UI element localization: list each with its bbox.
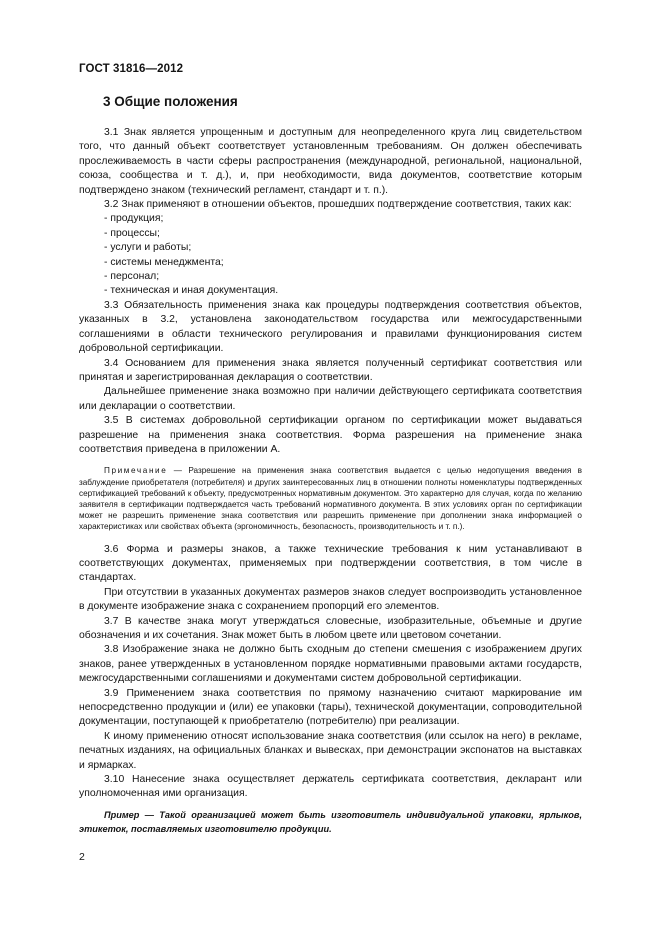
- document-header: ГОСТ 31816—2012: [79, 63, 184, 75]
- note-label: Примечание: [104, 466, 168, 476]
- paragraph-3-3: 3.3 Обязательность применения знака как процедуры подтверждения соответствия объектов, указанных в 3.2, установлена законодательством государства или межгосударственными соглашениями в области технического регулирования и правилами функционирования систем добровольной сертификации.: [79, 299, 582, 355]
- example: Пример — Такой организацией может быть изготовитель индивидуальной упаковки, ярлыков, этикеток, поставляемых изготовителю продукции.: [79, 809, 582, 834]
- paragraph-3-6-continued: При отсутствии в указанных документах размеров знаков следует воспроизводить установленное в документе изображение знака с сохранением пропорций его элементов.: [79, 586, 582, 613]
- list-item: - услуги и работы;: [104, 242, 192, 254]
- paragraph-3-1: 3.1 Знак является упрощенным и доступным для неопределенного круга лиц свидетельством того, что данный объект соответствует установленным требованиям. Он должен обеспечивать прослеживаемость в части сферы распространения (международной, региональной, национальной, союза, сообщества и т. д.), и, при необходимости, вида документов, соответствие которым подтверждено знаком (технический регламент, стандарт и т. п.).: [79, 127, 582, 196]
- paragraph-3-10: 3.10 Нанесение знака осуществляет держатель сертификата соответствия, декларант или уполномоченная ими организация.: [79, 774, 582, 800]
- paragraph-3-8: 3.8 Изображение знака не должно быть сходным до степени смешения с изображением других знаков, ранее утвержденных в установленном порядке нормативными правовыми актами государств, межгосударственными соглашениями и документами систем добровольной сертификации.: [79, 644, 582, 685]
- paragraph-3-9-continued: К иному применению относят использование знака соответствия (или ссылок на него) в рекламе, печатных изданиях, на официальных бланках и вывесках, при демонстрации экспонатов на выставках и ярмарках.: [79, 730, 582, 771]
- list-item: - процессы;: [104, 227, 160, 239]
- note-text: — Разрешение на применения знака соответствия выдается с целью недопущения введения в заблуждение приобретателя (потребителя) и других заинтересованных лиц в отношении полноты номенклатуры подтвержденных сертификацией требований к объекту, предусмотренных нормативным документом. Это характерно для случая, когда по желанию заявителя в сертификации подтверждается часть требований нормативного документа. В этих условиях орган по сертификации может не разрешить применение знака соответствия или разрешить применение при дополнении знака информацией о характеристиках или свойствах объекта (эргономичность, безопасность, производительность и т. п.).: [79, 466, 582, 532]
- note: [79, 465, 582, 532]
- paragraph-3-4-continued: Дальнейшее применение знака возможно при наличии действующего сертификата соответствия или декларации о соответствии.: [79, 386, 582, 412]
- paragraph-3-2: 3.2 Знак применяют в отношении объектов, прошедших подтверждение соответствия, таких как:: [104, 199, 572, 211]
- paragraph-3-6: 3.6 Форма и размеры знаков, а также технические требования к ним устанавливают в соответствующих документах, применяемых при подтверждении соответствия, в том числе в стандартах.: [79, 543, 582, 584]
- paragraph-3-4: 3.4 Основанием для применения знака является полученный сертификат соответствия или принятая и зарегистрированная декларация о соответствии.: [79, 357, 582, 383]
- paragraph-3-7: 3.7 В качестве знака могут утверждаться словесные, изобразительные, объемные и другие обозначения и их сочетания. Знак может быть в любом цвете или цветовом сочетании.: [79, 615, 582, 641]
- section-body: [79, 126, 582, 836]
- list-item: - системы менеджмента;: [104, 256, 224, 268]
- list-item: - персонал;: [104, 271, 160, 283]
- list-item: - техническая и иная документация.: [104, 285, 279, 297]
- paragraph-3-9: 3.9 Применением знака соответствия по прямому назначению считают маркирование им непосредственно продукции и (или) ее упаковки (тары), технической документации, сопроводительной документации, поступающей к приобретателю (потребителю) при реализации.: [79, 687, 582, 728]
- list-item: - продукция;: [104, 213, 164, 225]
- page-number: 2: [79, 851, 85, 863]
- paragraph-3-5: 3.5 В системах добровольной сертификации органом по сертификации может выдаваться разрешение на применения знака соответствия. Форма разрешения на применение знака соответствия приведена в приложении А.: [79, 415, 582, 455]
- section-title: 3 Общие положения: [103, 94, 238, 109]
